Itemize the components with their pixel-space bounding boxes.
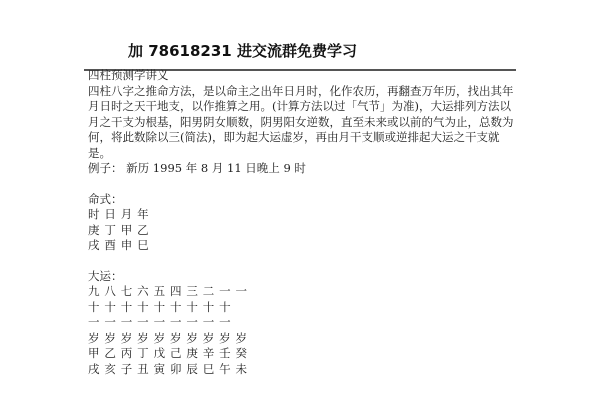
doc-paragraph: 四柱八字之推命方法，是以命主之出年日月时，化作农历，再翻查万年历，找出其年月日时之天干地支，以作推算之用。(计算方法以过「气节」为准)，大运排列方法以月之干支为根基，阳男阴女顺数，阴男阳女逆数，直至未来或以前的气为止，总数为何，将此数除以三(简法)，即为起大运虚岁，再由月干支顺或逆排起大运之干支就是。 — [88, 83, 514, 160]
table-cell: 酉 — [104, 238, 116, 252]
table-cell: 十 — [88, 299, 100, 314]
table-cell: 午 — [219, 361, 231, 376]
table-cell: 一 — [202, 315, 215, 329]
table-cell: 一 — [219, 284, 231, 298]
table-cell: 十 — [169, 299, 182, 314]
table-cell: 一 — [153, 315, 166, 329]
table-cell: 一 — [169, 315, 182, 329]
table-cell: 岁 — [137, 330, 149, 345]
table-cell: 一 — [104, 315, 116, 329]
table-cell: 甲 — [120, 222, 133, 237]
example-line: 例子： 新历 1995 年 8 月 11 日晚上 9 时 — [88, 161, 306, 175]
table-cell: 十 — [186, 299, 198, 314]
table-cell: 月 — [120, 207, 133, 221]
table-cell — [236, 315, 252, 331]
table-cell: 丙 — [120, 346, 133, 360]
table-cell: 庚 — [186, 346, 198, 360]
mingshi-label: 命式： — [88, 191, 123, 206]
table-cell: 时 — [88, 207, 100, 221]
table-cell: 十 — [120, 299, 133, 314]
table-cell: 岁 — [88, 330, 100, 345]
document-body — [88, 68, 518, 377]
table-cell: 乙 — [137, 222, 149, 237]
table-cell: 亥 — [104, 361, 116, 376]
table-cell — [236, 300, 252, 316]
table-cell: 日 — [104, 207, 116, 221]
table-cell: 甲 — [88, 346, 100, 360]
table-cell: 岁 — [169, 330, 182, 345]
mingshi-table — [88, 207, 518, 254]
table-cell: 辛 — [202, 346, 215, 360]
table-cell: 一 — [120, 315, 133, 329]
table-cell: 四 — [169, 284, 182, 298]
table-cell: 岁 — [186, 330, 198, 345]
table-cell: 十 — [153, 299, 166, 314]
promo-header: 加 78618231 进交流群免费学习 — [128, 42, 357, 60]
table-cell: 癸 — [235, 346, 248, 360]
table-cell: 一 — [219, 315, 231, 329]
table-cell: 卯 — [169, 361, 182, 376]
table-cell: 二 — [202, 284, 215, 298]
table-cell: 岁 — [219, 330, 231, 345]
table-cell: 十 — [137, 299, 149, 314]
table-cell: 岁 — [120, 330, 133, 345]
table-cell: 丑 — [137, 361, 149, 376]
table-cell: 九 — [88, 284, 100, 298]
table-cell: 三 — [186, 284, 198, 298]
table-cell: 五 — [153, 284, 166, 298]
table-cell: 十 — [219, 299, 231, 314]
table-cell: 十 — [104, 299, 116, 314]
table-cell: 七 — [120, 284, 133, 298]
table-cell: 庚 — [88, 222, 100, 237]
table-cell: 一 — [88, 315, 100, 329]
table-cell: 年 — [137, 207, 149, 221]
table-cell: 十 — [202, 299, 215, 314]
table-cell: 六 — [137, 284, 149, 298]
table-cell: 己 — [169, 346, 182, 360]
table-cell: 岁 — [104, 330, 116, 345]
table-cell: 戌 — [88, 238, 100, 252]
table-cell: 丁 — [137, 346, 149, 360]
table-cell: 戊 — [153, 346, 166, 360]
table-cell: 岁 — [153, 330, 166, 345]
table-cell: 未 — [235, 361, 248, 376]
table-cell: 一 — [137, 315, 149, 329]
table-cell: 壬 — [219, 346, 231, 360]
table-cell: 辰 — [186, 361, 198, 376]
table-cell: 一 — [186, 315, 198, 329]
doc-title: 四柱预测学讲义 — [88, 68, 169, 82]
dayun-label: 大运： — [88, 268, 123, 283]
table-cell: 巳 — [202, 361, 215, 376]
table-cell: 乙 — [104, 346, 116, 360]
table-cell: 岁 — [202, 330, 215, 345]
table-cell: 岁 — [235, 330, 248, 345]
table-cell: 一 — [235, 284, 248, 298]
table-cell: 寅 — [153, 361, 166, 376]
table-cell: 戌 — [88, 361, 100, 376]
table-cell: 八 — [104, 284, 116, 298]
table-cell: 巳 — [137, 238, 149, 252]
dayun-table — [88, 284, 518, 377]
table-cell: 丁 — [104, 222, 116, 237]
table-cell: 申 — [120, 238, 133, 252]
table-cell: 子 — [120, 361, 133, 376]
